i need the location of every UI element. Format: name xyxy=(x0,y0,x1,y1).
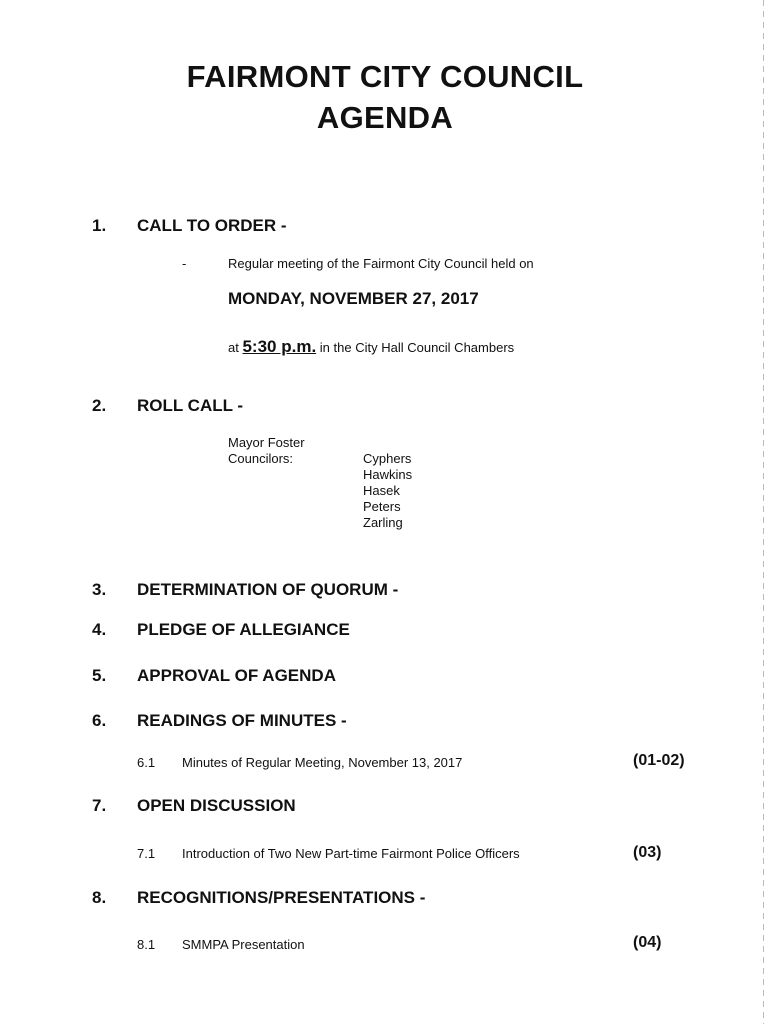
councilor-name: Cyphers xyxy=(363,451,412,466)
item-page-ref: (01-02) xyxy=(633,752,685,769)
section-heading-call-to-order: CALL TO ORDER - xyxy=(137,216,287,235)
section-heading-roll-call: ROLL CALL - xyxy=(137,396,244,415)
section-heading-open-discussion: OPEN DISCUSSION xyxy=(137,796,296,815)
meeting-description: Regular meeting of the Fairmont City Council held on xyxy=(228,256,534,271)
item-text: Introduction of Two New Part-time Fairmont Police Officers xyxy=(182,846,520,861)
section-number: 1. xyxy=(92,216,107,235)
section-number: 3. xyxy=(92,580,107,599)
meeting-date: MONDAY, NOVEMBER 27, 2017 xyxy=(228,289,479,308)
meeting-time: 5:30 p.m. xyxy=(242,337,317,356)
document-title: FAIRMONT CITY COUNCIL xyxy=(186,59,584,94)
councilor-name: Peters xyxy=(363,499,401,514)
item-number: 6.1 xyxy=(137,755,156,770)
section-number: 2. xyxy=(92,396,107,415)
councilors-label: Councilors: xyxy=(228,451,294,466)
item-page-ref: (04) xyxy=(633,934,662,951)
item-number: 7.1 xyxy=(137,846,156,861)
item-text: SMMPA Presentation xyxy=(182,937,305,952)
meeting-location: in the City Hall Council Chambers xyxy=(319,340,515,355)
meeting-time-line xyxy=(228,337,514,357)
section-heading-quorum: DETERMINATION OF QUORUM - xyxy=(137,580,399,599)
section-heading-approval: APPROVAL OF AGENDA xyxy=(137,666,336,685)
item-page-ref: (03) xyxy=(633,844,662,861)
councilor-name: Zarling xyxy=(363,515,403,530)
at-label: at xyxy=(228,340,239,355)
meeting-dash: - xyxy=(182,256,187,271)
document-subtitle: AGENDA xyxy=(316,100,454,135)
councilor-name: Hawkins xyxy=(363,467,413,482)
scan-edge-line xyxy=(763,0,764,1024)
section-number: 4. xyxy=(92,620,107,639)
section-number: 6. xyxy=(92,711,107,730)
section-heading-minutes: READINGS OF MINUTES - xyxy=(137,711,347,730)
item-number: 8.1 xyxy=(137,937,156,952)
section-number: 7. xyxy=(92,796,107,815)
section-heading-pledge: PLEDGE OF ALLEGIANCE xyxy=(137,620,350,639)
section-number: 8. xyxy=(92,888,107,907)
item-text: Minutes of Regular Meeting, November 13, 2017 xyxy=(182,755,463,770)
section-heading-recognitions: RECOGNITIONS/PRESENTATIONS - xyxy=(137,888,426,907)
section-number: 5. xyxy=(92,666,107,685)
mayor-name: Mayor Foster xyxy=(228,435,305,450)
councilor-name: Hasek xyxy=(363,483,400,498)
